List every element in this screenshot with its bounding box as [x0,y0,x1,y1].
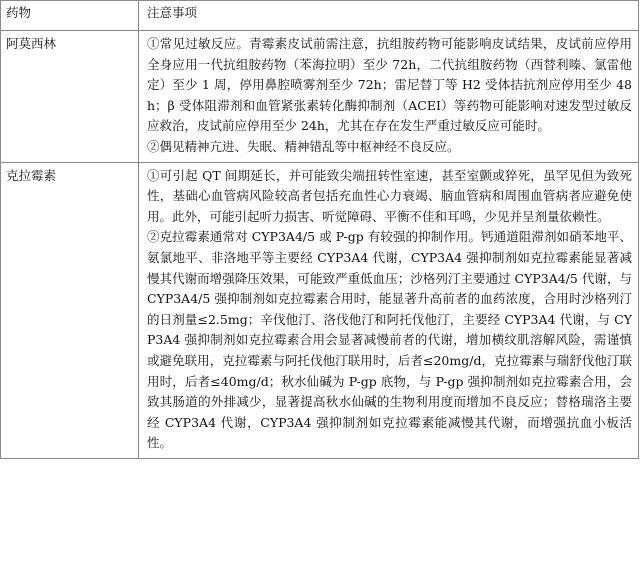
header-precautions: 注意事项 [139,1,639,31]
drug-name-amoxicillin: 阿莫西林 [1,31,139,163]
table-row [1,31,639,163]
precautions-clarithromycin [139,162,639,458]
precautions-amoxicillin [139,31,639,163]
header-drug: 药物 [1,1,139,31]
note-paragraph: ②克拉霉素通常对 CYP3A4/5 或 P-gp 有较强的抑制作用。钙通道阻滞剂如硝苯地平、氨氯地平、非洛地平等主要经 CYP3A4 代谢，CYP3A4 强抑制剂如克拉霉素能显著减慢其代谢而增强降压效果，可能致严重低血压；沙格列汀主要通过 CYP3A4/5 代谢，与 CYP3A4/5 强抑制剂如克拉霉素合用时，能显著升高前者的血药浓度，合用时沙格列汀的日剂量≤2.5mg；辛伐他汀、洛伐他汀和阿托伐他汀，主要经 CYP3A4 代谢，与 CYP3A4 强抑制剂如克拉霉素合用会显著减慢前者的代谢，增加横纹肌溶解风险，需谨慎或避免联用，克拉霉素与阿托伐他汀联用时，后者≤20mg/d，克拉霉素与瑞舒伐他汀联用时，后者≤40mg/d；秋水仙碱为 P-gp 底物，与 P-gp 强抑制剂如克拉霉素合用，会致其肠道的外排减少，显著提高秋水仙碱的生物利用度而增加不良反应；替格瑞洛主要经 CYP3A4 代谢，CYP3A4 强抑制剂如克拉霉素能减慢其代谢，而增强抗血小板活性。 [147,229,632,451]
note-paragraph: ①常见过敏反应。青霉素皮试前需注意，抗组胺药物可能影响皮试结果，皮试前应停用全身应用一代抗组胺药物（苯海拉明）至少 72h，二代抗组胺药物（西替利嗪、氯雷他定）至少 1 周，停用鼻腔喷雾剂至少 72h；雷尼替丁等 H2 受体拮抗剂应停用至少 48h；β 受体阻滞剂和血管紧张素转化酶抑制剂（ACEI）等药物可能影响对速发型过敏反应救治，皮试前应停用至少 24h，尤其在存在发生严重过敏反应可能时。 [147,36,632,134]
note-paragraph: ①可引起 QT 间期延长，并可能致尖端扭转性室速，甚至室颤或猝死，虽罕见但为致死性，基础心血管病风险较高者包括充血性心力衰竭、脑血管病和周围血管病者应避免使用。此外，可能引起听力损害、听觉障碍、平衡不佳和耳鸣，少见并呈剂量依赖性。 [147,167,632,224]
table-row [1,162,639,458]
note-paragraph: ②偶见精神亢进、失眠、精神错乱等中枢神经不良反应。 [147,138,460,154]
table-header-row [1,1,639,31]
drug-name-clarithromycin: 克拉霉素 [1,162,139,458]
